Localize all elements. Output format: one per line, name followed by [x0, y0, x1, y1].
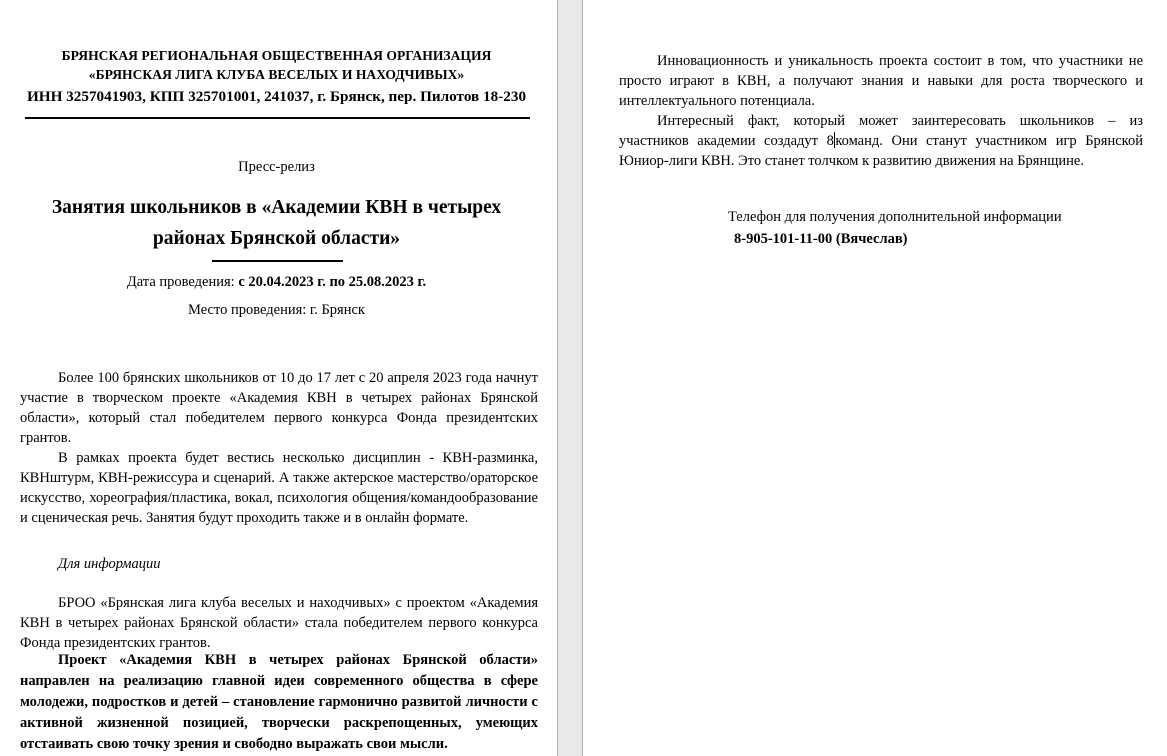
page-1[interactable]	[0, 0, 558, 756]
paragraph[interactable]	[619, 111, 1143, 171]
document-title-line2[interactable]: районах Брянской области»	[152, 227, 401, 249]
event-place-line[interactable]: Место проведения: г. Брянск	[188, 302, 365, 318]
contact-info-block[interactable]	[728, 206, 1062, 250]
press-release-label[interactable]: Пресс-релиз	[238, 159, 315, 175]
org-name-line2[interactable]: «БРЯНСКАЯ ЛИГА КЛУБА ВЕСЕЛЫХ И НАХОДЧИВЫХ»	[88, 66, 465, 82]
page-2[interactable]	[582, 0, 1167, 756]
info-section-heading[interactable]: Для информации	[58, 556, 161, 572]
org-header[interactable]	[20, 47, 533, 107]
title-underline-rule	[212, 260, 343, 262]
paragraph[interactable]: В рамках проекта будет вестись несколько дисциплин - КВН-разминка, КВНштурм, КВН-режиссура и сценарий. А также актерское мастерство/ораторское искусство, хореография/пластика, вокал, психология общения/командообразование и сценическая речь. Занятия будут проходить также и в онлайн формате.	[20, 450, 538, 526]
contact-label[interactable]: Телефон для получения дополнительной информации	[728, 209, 1062, 225]
contact-phone-number[interactable]: 8-905-101-11-00 (Вячеслав)	[734, 231, 908, 247]
event-date-label[interactable]: Дата проведения:	[126, 274, 239, 290]
header-divider-rule	[25, 117, 530, 119]
paragraph-text-after-caret[interactable]: команд. Они станут участником игр Брянской Юниор-лиги КВН. Это станет толчком к развитию движения на Брянщине.	[619, 133, 1143, 169]
document-title-line1[interactable]: Занятия школьников в «Академии КВН в четырех	[51, 197, 502, 218]
org-name-line1[interactable]: БРЯНСКАЯ РЕГИОНАЛЬНАЯ ОБЩЕСТВЕННАЯ ОРГАНИЗАЦИЯ	[61, 48, 492, 63]
body-section-1[interactable]	[20, 368, 538, 528]
event-date-line[interactable]	[20, 272, 533, 292]
org-inn-line[interactable]: ИНН 3257041903, КПП 325701001, 241037, г. Брянск, пер. Пилотов 18-230	[26, 88, 527, 105]
paragraph[interactable]: Более 100 брянских школьников от 10 до 17 лет с 20 апреля 2023 года начнут участие в творческом проекте «Академия КВН в четырех районах Брянской области», который стал победителем первого конкурса Фонда президентских грантов.	[20, 370, 538, 446]
paragraph[interactable]: БРОО «Брянская лига клуба веселых и находчивых» с проектом «Академия КВН в четырех районах Брянской области» стала победителем первого конкурса Фонда президентских грантов.	[20, 595, 538, 651]
body-section-3[interactable]	[20, 650, 538, 755]
paragraph[interactable]: Инновационность и уникальность проекта состоит в том, что участники не просто играют в КВН, а получают знания и навыки для роста творческого и интеллектуального потенциала.	[619, 53, 1143, 109]
paragraph-bold[interactable]: Проект «Академия КВН в четырех районах Брянской области» направлен на реализацию главной идеи современного общества в сфере молодежи, подростков и детей – становление гармонично развитой личности с активной жизненной позицией, творчески раскрепощенных, умеющих отстаивать свою точку зрения и свободно выражать свои мысли.	[20, 652, 538, 752]
paragraph-text-before-caret[interactable]: Интересный факт, который может заинтересовать школьников – из участников академии создадут 8	[619, 113, 1143, 149]
body-section-2[interactable]	[20, 593, 538, 653]
event-date-value[interactable]: с 20.04.2023 г. по 25.08.2023 г.	[238, 274, 427, 290]
body-section-4[interactable]	[619, 51, 1143, 171]
document-title[interactable]	[20, 193, 533, 254]
